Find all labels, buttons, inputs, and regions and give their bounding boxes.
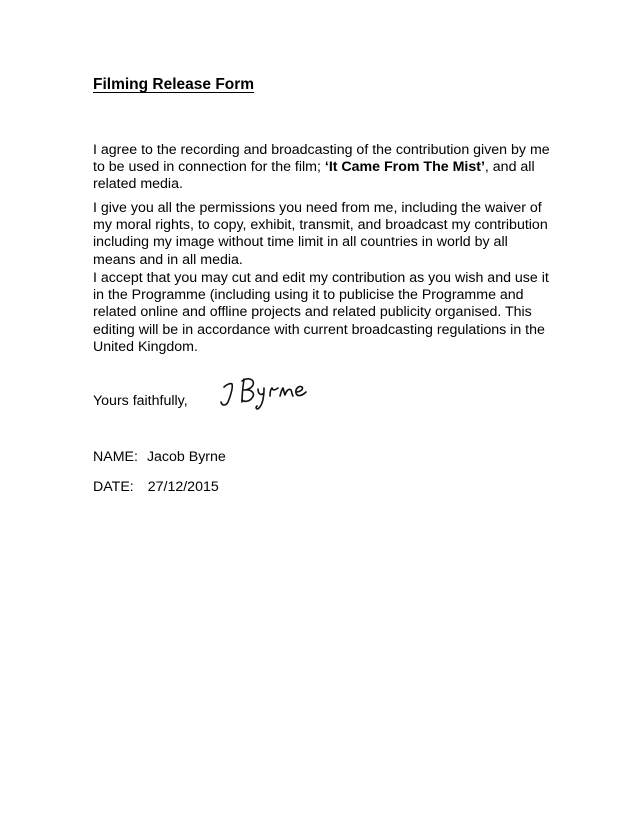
form-title: Filming Release Form [93,76,255,93]
name-row [93,449,226,465]
film-title: ‘It Came From The Mist’ [324,159,485,176]
editing-paragraph: I accept that you may cut and edit my contribution as you wish and use it in the Programme (including using it to publicise the Programme and related online and offline projects and related publicity organised. This editing will be in accordance with current broadcasting regulations in the United Kingdom. [93,270,549,355]
consent-paragraph [93,142,553,194]
consent-text-end: , and all related media. [93,159,535,193]
handwritten-signature [218,371,318,411]
consent-text-start: I agree to the recording and broadcasting of the contribution given by me to be used in connection for the film; [93,142,550,176]
name-label: NAME: [93,449,138,465]
date-label: DATE: [93,479,134,495]
permissions-paragraph: I give you all the permissions you need from me, including the waiver of my moral rights, to copy, exhibit, transmit, and broadcast my contribution including my image without time limit in all countries in world by all means and in all media. [93,200,548,268]
name-value: Jacob Byrne [146,449,226,465]
date-value: 27/12/2015 [147,479,219,495]
date-row [93,479,219,495]
closing-line: Yours faithfully, [93,393,188,409]
